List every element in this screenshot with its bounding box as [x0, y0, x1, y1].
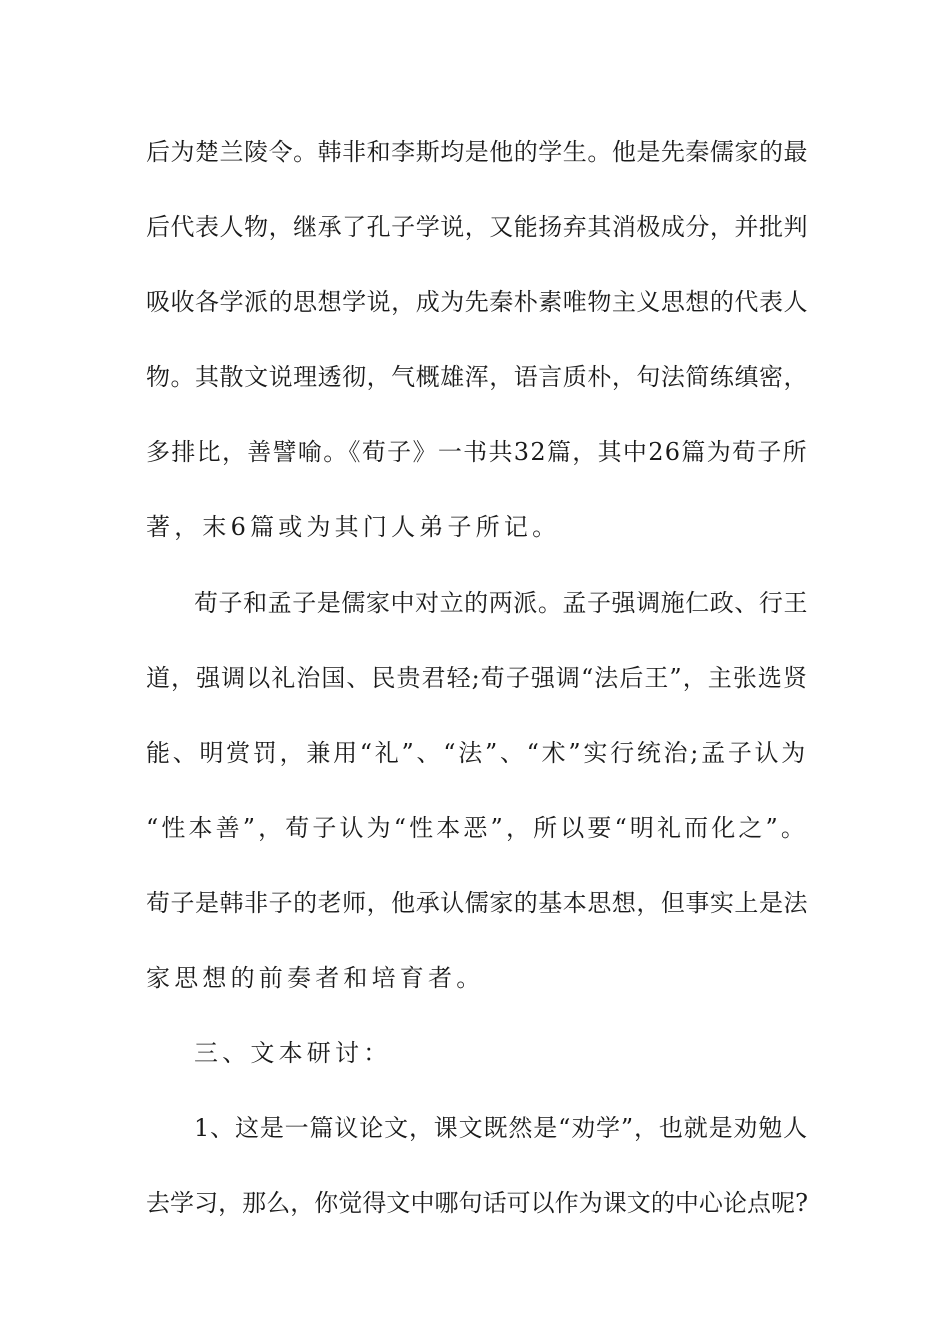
text-line: 1、这是一篇议论文，课文既然是“劝学”，也就是劝勉人 [194, 1114, 808, 1142]
text-line: 道，强调以礼治国、民贵君轻;荀子强调“法后王”，主张选贤 [146, 664, 808, 692]
text-line: 吸收各学派的思想学说，成为先秦朴素唯物主义思想的代表人 [146, 288, 808, 316]
text-line: 著，末6篇或为其门人弟子所记。 [146, 513, 561, 541]
text-line: 荀子和孟子是儒家中对立的两派。孟子强调施仁政、行王 [194, 589, 808, 617]
text-line: 多排比，善譬喻。《荀子》一书共32篇，其中26篇为荀子所 [146, 438, 808, 466]
text-line: 三、文本研讨： [194, 1039, 392, 1067]
text-line: 能、明赏罚，兼用“礼”、“法”、“术”实行统治;孟子认为 [146, 739, 808, 767]
text-line: 去学习，那么，你觉得文中哪句话可以作为课文的中心论点呢? [146, 1189, 808, 1217]
text-line: “性本善”，荀子认为“性本恶”，所以要“明礼而化之”。 [146, 814, 808, 842]
text-line: 家思想的前奏者和培育者。 [146, 964, 485, 992]
text-line: 后为楚兰陵令。韩非和李斯均是他的学生。他是先秦儒家的最 [146, 138, 808, 166]
text-line: 荀子是韩非子的老师，他承认儒家的基本思想，但事实上是法 [146, 889, 808, 917]
text-line: 后代表人物，继承了孔子学说，又能扬弃其消极成分，并批判 [146, 213, 808, 241]
text-line: 物。其散文说理透彻，气概雄浑，语言质朴，句法简练缜密， [146, 363, 808, 391]
